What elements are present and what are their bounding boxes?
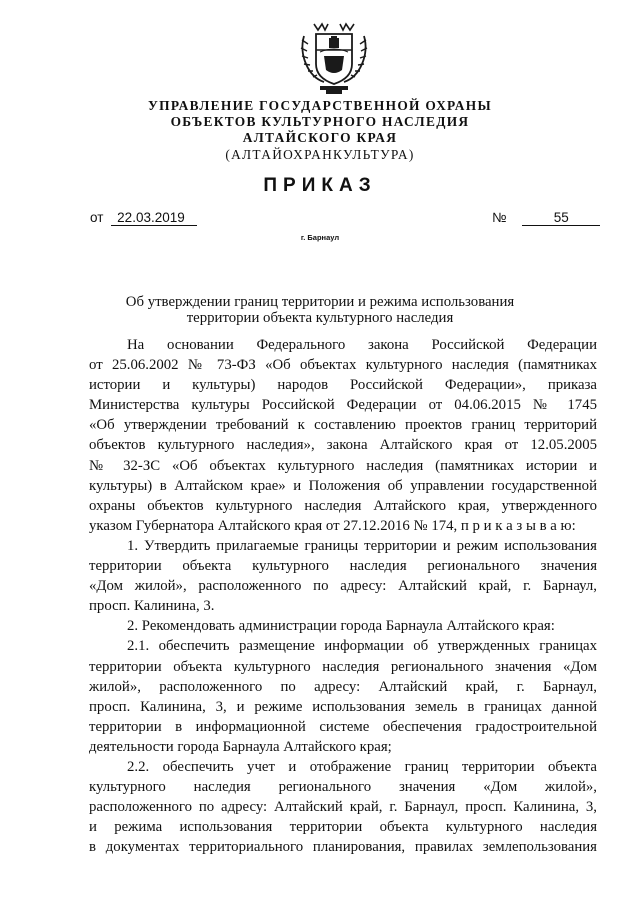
text-line: территории объекта культурного наследия регионального значения: [89, 558, 597, 575]
text-line: истории и культуры) народов Российской Федерации», приказа: [89, 377, 597, 394]
text-line: 2.2. обеспечить учет и отображение границ территории объекта: [127, 758, 597, 775]
number-prefix: №: [492, 210, 507, 225]
text-line: территории объекта культурного наследия регионального значения «Дом: [89, 658, 597, 675]
document-title: ПРИКАЗ: [263, 175, 377, 196]
text-line: указом Губернатора Алтайского края от 27.12.2016 № 174, п р и к а з ы в а ю:: [89, 517, 576, 534]
document-body: [89, 335, 597, 857]
text-line: 2.1. обеспечить размещение информации об утвержденных границах: [127, 638, 597, 655]
text-line: территории в информационной системе обеспечения градостроительной: [89, 718, 597, 735]
text-line: расположенного по адресу: Алтайский край, г. Барнаул, просп. Калинина, 3,: [89, 799, 597, 816]
org-line: ОБЪЕКТОВ КУЛЬТУРНОГО НАСЛЕДИЯ: [170, 114, 470, 130]
text-line: от 25.06.2002 № 73-ФЗ «Об объектах культурного наследия (памятниках: [89, 357, 597, 374]
text-line: № 32-ЗС «Об объектах культурного наследия (памятниках истории и: [89, 457, 597, 474]
paragraph-preamble: [89, 335, 597, 536]
text-line: объектов культурного наследия», закона Алтайского края от 12.05.2005: [89, 437, 597, 454]
text-line: культуры) в Алтайском крае» и Положения об управлении государственной: [89, 477, 597, 494]
text-line: 2. Рекомендовать администрации города Барнаула Алтайского края:: [127, 618, 555, 635]
text-line: деятельности города Барнаула Алтайского края;: [89, 738, 392, 755]
text-line: культурного наследия регионального значения «Дом жилой»,: [89, 779, 597, 796]
paragraph-item-1: [89, 536, 597, 616]
document-number: 55: [522, 210, 600, 226]
paragraph-item-2: [89, 616, 597, 636]
text-line: в документах территориального планирования, правилах землепользования: [89, 839, 597, 856]
date-prefix: от: [90, 210, 104, 225]
text-line: просп. Калинина, 3.: [89, 598, 215, 615]
issuing-authority: [0, 98, 640, 163]
text-line: охраны объектов культурного наследия Алтайского края, утвержденного: [89, 497, 597, 514]
text-line: просп. Калинина, 3, и режиме использования земель в границах данной: [89, 698, 597, 715]
org-short-name: (АЛТАЙОХРАНКУЛЬТУРА): [225, 146, 415, 162]
text-line: жилой», расположенного по адресу: Алтайский край, г. Барнаул,: [89, 678, 597, 695]
paragraph-item-2-2: [89, 757, 597, 857]
coat-of-arms-emblem: [296, 16, 372, 98]
text-line: 1. Утвердить прилагаемые границы территории и режим использования: [127, 537, 597, 554]
org-line: УПРАВЛЕНИЕ ГОСУДАРСТВЕННОЙ ОХРАНЫ: [148, 98, 492, 113]
subject-line: территории объекта культурного наследия: [186, 310, 454, 326]
document-subject: [0, 294, 640, 326]
text-line: Министерства культуры Российской Федерации от 04.06.2015 № 1745: [89, 397, 597, 414]
subject-line: Об утверждении границ территории и режима использования: [125, 294, 515, 310]
issue-city: г. Барнаул: [300, 233, 340, 242]
document-date: 22.03.2019: [111, 210, 197, 226]
text-line: «Дом жилой», расположенного по адресу: Алтайский край, г. Барнаул,: [89, 578, 597, 595]
org-line: АЛТАЙСКОГО КРАЯ: [242, 130, 398, 146]
text-line: и режима использования территории объекта культурного наследия: [89, 819, 597, 836]
text-line: На основании Федерального закона Российской Федерации: [127, 337, 597, 353]
text-line: «Об утверждении требований к составлению проектов границ территорий: [89, 417, 597, 434]
date-block: [90, 210, 197, 226]
number-block: [492, 210, 600, 226]
paragraph-item-2-1: [89, 636, 597, 757]
